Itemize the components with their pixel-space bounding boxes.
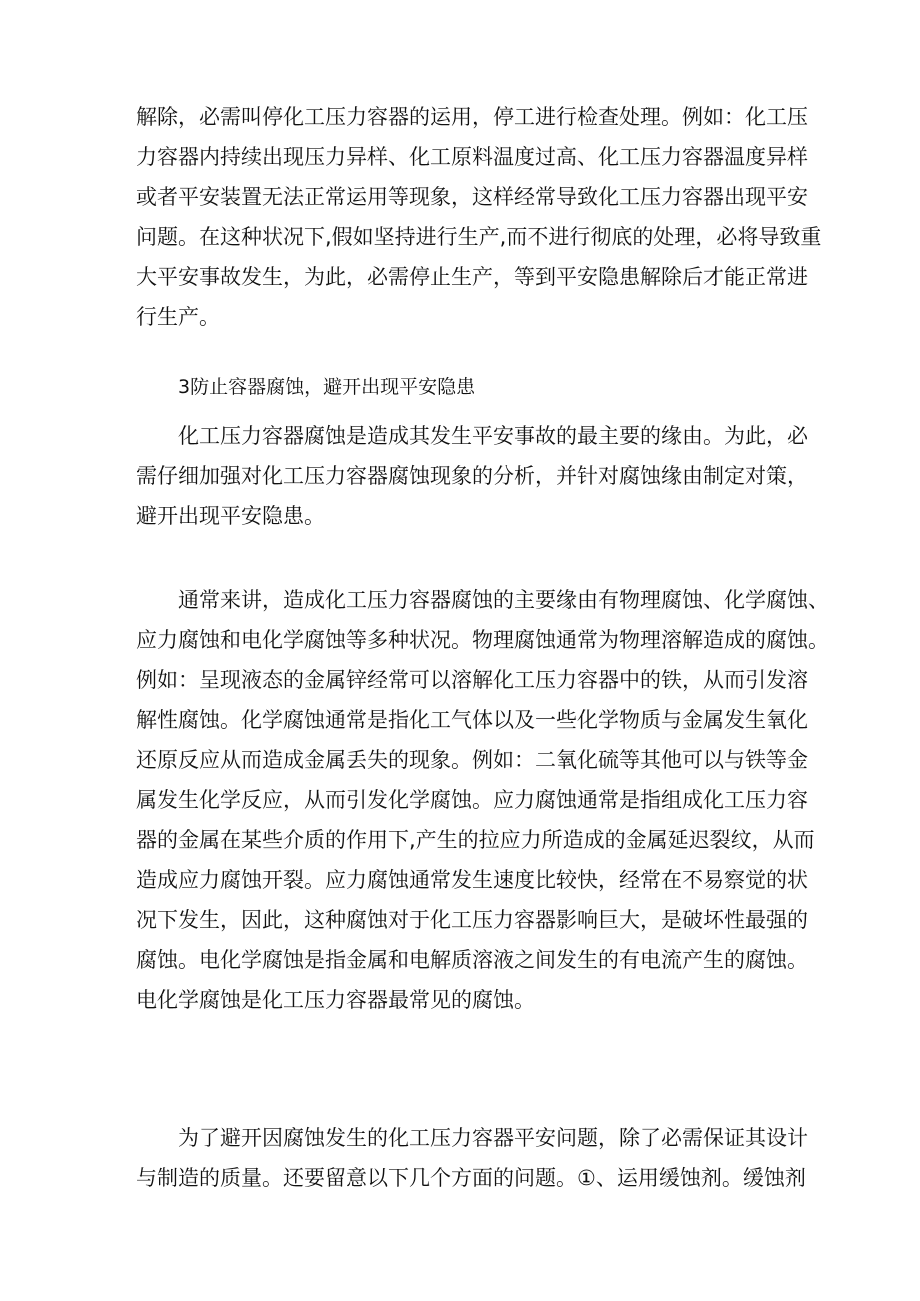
text-line: 解性腐蚀。化学腐蚀通常是指化工气体以及一些化学物质与金属发生氧化 <box>136 708 808 732</box>
text-line: 或者平安装置无法正常运用等现象，这样经常导致化工压力容器出现平安 <box>136 185 808 209</box>
text-line: 况下发生，因此，这种腐蚀对于化工压力容器影响巨大，是破坏性最强的 <box>136 908 808 932</box>
paragraph-corrosion-types <box>136 580 829 1020</box>
text-line: 需仔细加强对化工压力容器腐蚀现象的分析，并针对腐蚀缘由制定对策， <box>136 464 808 488</box>
text-line: 器的金属在某些介质的作用下,产生的拉应力所造成的金属延迟裂纹，从而 <box>136 828 815 852</box>
paragraph-intro <box>136 416 808 536</box>
text-line: 避开出现平安隐患。 <box>136 504 325 528</box>
text-line: 行生产。 <box>136 305 220 329</box>
text-line: 大平安事故发生，为此，必需停止生产，等到平安隐患解除后才能正常进 <box>136 265 808 289</box>
text-line: 化工压力容器腐蚀是造成其发生平安事故的最主要的缘由。为此，必 <box>178 424 808 448</box>
text-line: 应力腐蚀和电化学腐蚀等多种状况。物理腐蚀通常为物理溶解造成的腐蚀。 <box>136 628 829 652</box>
text-line: 力容器内持续出现压力异样、化工原料温度过高、化工压力容器温度异样 <box>136 145 808 169</box>
text-line: 为了避开因腐蚀发生的化工压力容器平安问题，除了必需保证其设计 <box>178 1126 808 1150</box>
text-line: 腐蚀。电化学腐蚀是指金属和电解质溶液之间发生的有电流产生的腐蚀。 <box>136 948 808 972</box>
text-line: 通常来讲，造成化工压力容器腐蚀的主要缘由有物理腐蚀、化学腐蚀、 <box>178 588 829 612</box>
text-line: 与制造的质量。还要留意以下几个方面的问题。①、运用缓蚀剂。缓蚀剂 <box>136 1166 806 1190</box>
text-line: 还原反应从而造成金属丢失的现象。例如：二氧化硫等其他可以与铁等金 <box>136 748 808 772</box>
text-line: 解除，必需叫停化工压力容器的运用，停工进行检查处理。例如：化工压 <box>136 105 808 129</box>
text-line: 电化学腐蚀是化工压力容器最常见的腐蚀。 <box>136 988 535 1012</box>
text-line: 属发生化学反应，从而引发化学腐蚀。应力腐蚀通常是指组成化工压力容 <box>136 788 808 812</box>
paragraph-measures <box>136 1118 808 1198</box>
section-heading: 3防止容器腐蚀，避开出现平安隐患 <box>178 376 476 398</box>
text-line: 例如：呈现液态的金属锌经常可以溶解化工压力容器中的铁，从而引发溶 <box>136 668 808 692</box>
paragraph-continued <box>136 97 822 337</box>
text-line: 造成应力腐蚀开裂。应力腐蚀通常发生速度比较快，经常在不易察觉的状 <box>136 868 808 892</box>
text-line: 问题。在这种状况下,假如坚持进行生产,而不进行彻底的处理，必将导致重 <box>136 225 822 249</box>
